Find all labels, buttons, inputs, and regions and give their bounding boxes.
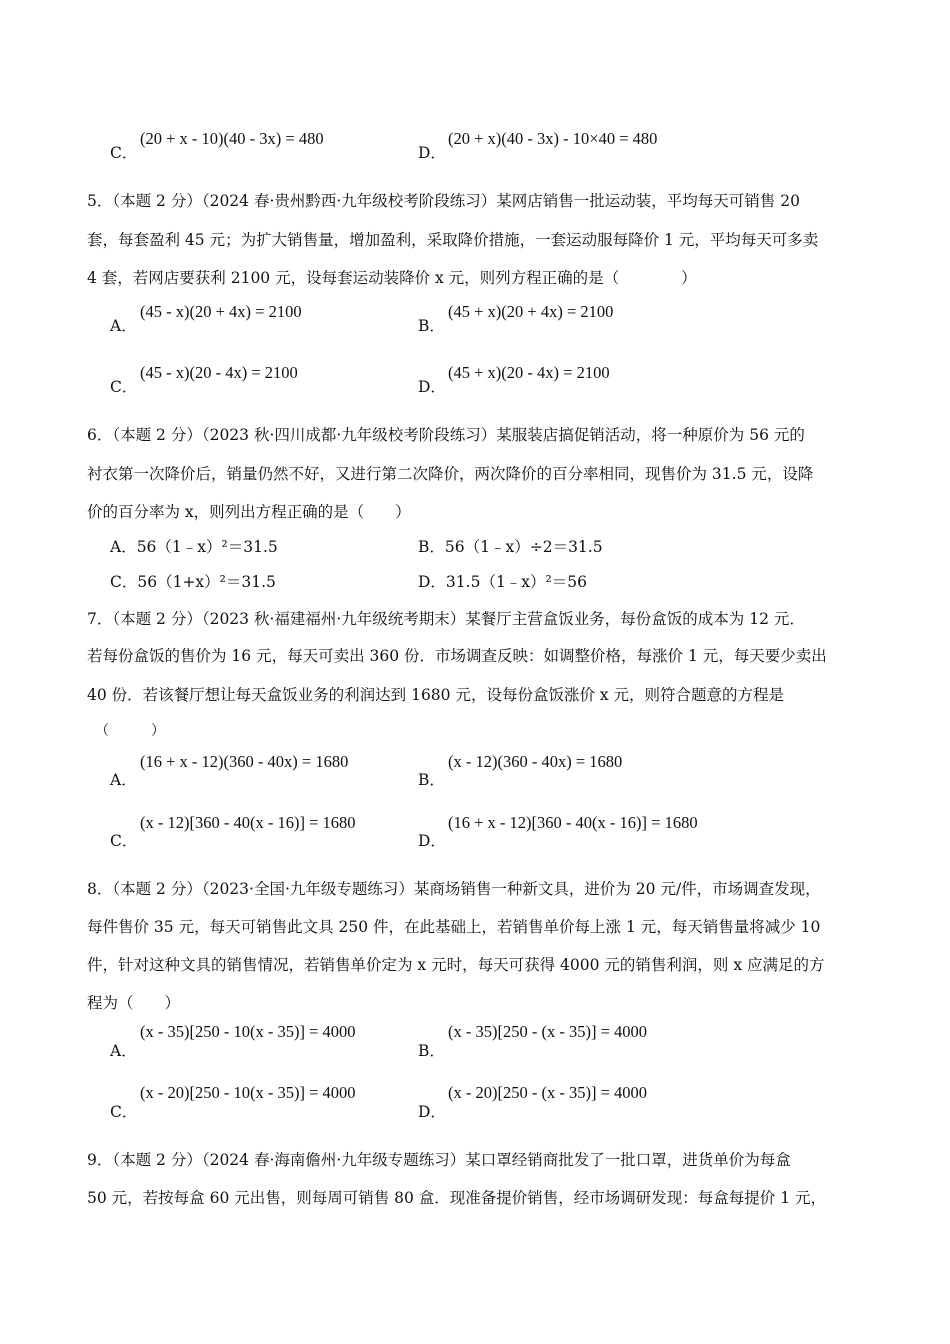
q4-option-d-label: D． [418,144,446,162]
q8-option-d-equation: (x - 20)[250 - (x - 35)] = 4000 [448,1083,648,1102]
q5-option-a-equation: (45 - x)(20 + 4x) = 2100 [140,302,302,321]
q7-option-d-equation: (16 + x - 12)[360 - 40(x - 16)] = 1680 [448,813,698,832]
q5-stem-line-2: 套，每套盈利 45 元；为扩大销售量，增加盈利，采取降价措施，一套运动服每降价 1 元，平均每天可多卖 [87,231,819,249]
q5-option-c-label: C． [110,378,138,396]
q9-stem-line-1: 9．（本题 2 分）（2024 春·海南儋州·九年级专题练习）某口罩经销商批发了一批口罩，进货单价为每盒 [87,1151,791,1169]
q6-option-d: D．31.5（1﹣x）²＝56 [418,573,587,591]
q6-option-a: A．56（1﹣x）²＝31.5 [110,538,278,556]
q8-option-b-equation: (x - 35)[250 - (x - 35)] = 4000 [448,1022,648,1041]
q8-option-b-label: B． [418,1042,445,1060]
q6-stem-line-2: 衬衣第一次降价后，销量仍然不好，又进行第二次降价，两次降价的百分率相同，现售价为 31.5 元，设降 [87,465,814,483]
q8-option-a-equation: (x - 35)[250 - 10(x - 35)] = 4000 [140,1022,356,1041]
q6-stem-line-1: 6．（本题 2 分）（2023 秋·四川成都·九年级校考阶段练习）某服装店搞促销活动，将一种原价为 56 元的 [87,426,805,444]
q5-option-a-label: A． [110,317,137,335]
q7-option-a-equation: (16 + x - 12)(360 - 40x) = 1680 [140,752,349,771]
q7-option-d-label: D． [418,832,446,850]
q8-stem-line-3: 件，针对这种文具的销售情况，若销售单价定为 x 元时，每天可获得 4000 元的销售利润，则 x 应满足的方 [87,956,825,974]
q8-stem-line-4: 程为（ ） [87,994,181,1012]
q7-stem-line-1: 7．（本题 2 分）（2023 秋·福建福州·九年级统考期末）某餐厅主营盒饭业务，每份盒饭的成本为 12 元． [87,610,805,628]
q8-stem-line-2: 每件售价 35 元，每天可销售此文具 250 件，在此基础上，若销售单价每上涨 1 元，每天销售量将减少 10 [87,918,821,936]
q7-option-b-equation: (x - 12)(360 - 40x) = 1680 [448,752,623,771]
q7-stem-line-2: 若每份盒饭的售价为 16 元，每天可卖出 360 份．市场调查反映：如调整价格，每涨价 1 元，每天要少卖出 [87,647,827,665]
q4-option-d-equation: (20 + x)(40 - 3x) - 10×40 = 480 [448,129,658,148]
q5-option-c-equation: (45 - x)(20 - 4x) = 2100 [140,363,298,382]
q7-option-c-equation: (x - 12)[360 - 40(x - 16)] = 1680 [140,813,356,832]
q5-stem-line-3: 4 套，若网店要获利 2100 元，设每套运动装降价 x 元，则列方程正确的是（ ） [87,269,697,287]
q8-option-c-label: C． [110,1103,138,1121]
q6-stem-line-3: 价的百分率为 x，则列出方程正确的是（ ） [87,503,411,521]
q5-option-b-equation: (45 + x)(20 + 4x) = 2100 [448,302,614,321]
q5-option-d-equation: (45 + x)(20 - 4x) = 2100 [448,363,610,382]
q9-stem-line-2: 50 元，若按每盒 60 元出售，则每周可销售 80 盒．现准备提价销售，经市场调研发现：每盒每提价 1 元， [87,1189,827,1207]
q5-option-d-label: D． [418,378,446,396]
q8-option-c-equation: (x - 20)[250 - 10(x - 35)] = 4000 [140,1083,356,1102]
q8-option-d-label: D． [418,1103,446,1121]
q4-option-c-label: C． [110,144,138,162]
q7-stem-line-3: 40 份．若该餐厅想让每天盒饭业务的利润达到 1680 元，设每份盒饭涨价 x 元，则符合题意的方程是 [87,686,785,704]
q7-option-b-label: B． [418,771,445,789]
q5-option-b-label: B． [418,317,445,335]
q5-stem-line-1: 5．（本题 2 分）（2024 春·贵州黔西·九年级校考阶段练习）某网店销售一批运动装，平均每天可销售 20 [87,192,800,210]
q6-option-b: B．56（1﹣x）÷2＝31.5 [418,538,603,556]
q7-answer-blank: （ ） [95,723,165,739]
q4-option-c-equation: (20 + x - 10)(40 - 3x) = 480 [140,129,324,148]
q7-option-c-label: C． [110,832,138,850]
q8-option-a-label: A． [110,1042,137,1060]
q8-stem-line-1: 8．（本题 2 分）（2023·全国·九年级专题练习）某商场销售一种新文具，进价为 20 元/件，市场调查发现， [87,880,821,898]
q6-option-c: C．56（1+x）²＝31.5 [110,573,276,591]
q7-option-a-label: A． [110,771,137,789]
